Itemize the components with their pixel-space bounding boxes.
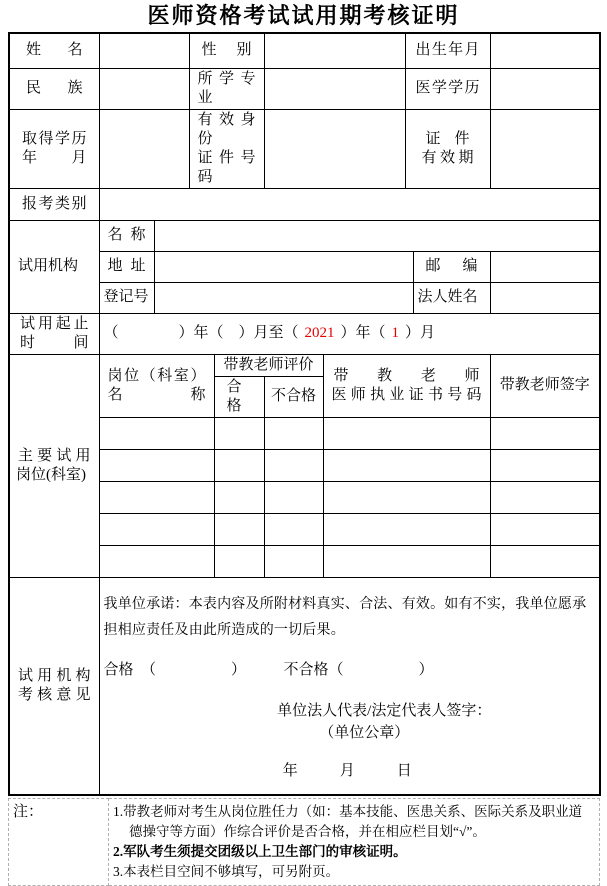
id-label-cell xyxy=(189,109,264,188)
post-name-header-line2: 名称 xyxy=(107,386,206,403)
org-name-label-cell xyxy=(99,220,154,251)
cert-header-line2: 医师执业证书号码 xyxy=(331,386,482,403)
medu-value-cell xyxy=(490,68,600,109)
name-label: 姓名 xyxy=(26,42,83,59)
fail-cell xyxy=(264,449,323,481)
note-item-1: 1.带教老师对考生从岗位胜任力（如：基本技能、医患关系、医际关系及职业道德操守等方面）作综合评价是否合格，并在相应栏目划“√”。 xyxy=(113,804,583,839)
pass-cell xyxy=(214,545,264,577)
validity-value-cell xyxy=(490,109,600,188)
period-label-line1: 试用起止 xyxy=(20,315,89,332)
sign-cell xyxy=(490,481,600,513)
opinion-pass-line: 合格 （ ） 不合格（ ） xyxy=(103,662,434,679)
cert-cell xyxy=(323,417,490,449)
org-reg-label: 登记号 xyxy=(103,289,149,305)
opinion-promise-text: 我单位承诺：本表内容及所附材料真实、合法、有效。如有不实，我单位愿承担相应责任及由此所造成的一切后果。 xyxy=(103,597,587,639)
major-value-cell xyxy=(264,68,405,109)
org-addr-value-cell xyxy=(154,251,413,282)
org-reg-value-cell xyxy=(154,282,413,313)
ethnic-label: 民族 xyxy=(26,80,83,96)
fail-header-cell xyxy=(264,376,323,417)
cert-cell xyxy=(323,513,490,545)
notes-content-cell xyxy=(109,799,600,886)
degree-date-label-line1: 取得学历 xyxy=(22,130,87,147)
period-value-cell xyxy=(99,313,600,354)
note-item-3: 3.本表栏目空间不够填写，可另附页。 xyxy=(113,864,340,879)
notes-table xyxy=(8,798,600,886)
posts-section-label-line2: 岗位(科室) xyxy=(16,466,86,483)
opinion-content-cell xyxy=(99,577,600,795)
org-zip-value-cell xyxy=(490,251,600,282)
birth-label-cell xyxy=(405,33,490,68)
pass-cell xyxy=(214,417,264,449)
org-name-value-cell xyxy=(154,220,600,251)
sign-header-label: 带教老师签字 xyxy=(499,377,590,393)
degree-date-label-cell xyxy=(9,109,99,188)
period-text-end: ）月 xyxy=(405,325,436,341)
pass-cell xyxy=(214,481,264,513)
note-item-2: 2.军队考生须提交团级以上卫生部门的审核证明。 xyxy=(113,844,407,859)
fail-cell xyxy=(264,513,323,545)
sign-cell xyxy=(490,545,600,577)
org-zip-label: 邮编 xyxy=(425,258,478,274)
eval-header-label: 带教老师评价 xyxy=(223,356,314,373)
gender-label-cell xyxy=(189,33,264,68)
post-name-header-cell xyxy=(99,354,214,417)
opinion-section-label-cell xyxy=(9,577,99,795)
degree-date-label-line2: 年月 xyxy=(22,149,87,166)
fail-cell xyxy=(264,417,323,449)
main-form-table xyxy=(8,32,601,796)
period-text-mid: ）年（ xyxy=(340,325,386,341)
opinion-seal-line: （单位公章） xyxy=(319,725,410,742)
post-name-cell xyxy=(99,481,214,513)
gender-value-cell xyxy=(264,33,405,68)
notes-label-cell: 注： xyxy=(9,799,109,886)
org-reg-label-cell xyxy=(99,282,154,313)
medu-label-cell xyxy=(405,68,490,109)
pass-cell xyxy=(214,449,264,481)
opinion-date-line: 年 月 日 xyxy=(282,763,416,780)
form-page xyxy=(8,0,599,886)
post-name-cell xyxy=(99,545,214,577)
post-name-cell xyxy=(99,449,214,481)
eval-header-cell xyxy=(214,354,323,376)
fail-cell xyxy=(264,481,323,513)
pass-header-cell xyxy=(214,376,264,417)
cert-cell xyxy=(323,545,490,577)
period-text-pre: （ ）年（ ）月至（ xyxy=(103,325,299,341)
org-section-label: 试用机构 xyxy=(18,258,79,274)
posts-section-label-cell xyxy=(9,354,99,577)
org-name-label: 名称 xyxy=(107,227,146,243)
form-title: 医师资格考试试用期考核证明 xyxy=(147,3,460,28)
major-label-cell xyxy=(189,68,264,109)
category-label-cell xyxy=(9,188,99,220)
fail-header-label: 不合格 xyxy=(271,388,317,404)
major-label: 所学专业 xyxy=(197,70,256,106)
org-legal-label-cell xyxy=(413,282,490,313)
org-legal-value-cell xyxy=(490,282,600,313)
sign-cell xyxy=(490,417,600,449)
org-zip-label-cell xyxy=(413,251,490,282)
post-name-header-line1: 岗位（科室） xyxy=(107,367,206,384)
name-label-cell xyxy=(9,33,99,68)
validity-label-line2: 有效期 xyxy=(421,149,474,166)
category-value-cell xyxy=(99,188,600,220)
cert-cell xyxy=(323,449,490,481)
category-label: 报考类别 xyxy=(22,195,87,212)
opinion-sign-line: 单位法人代表/法定代表人签字： xyxy=(277,703,492,720)
sign-cell xyxy=(490,449,600,481)
ethnic-value-cell xyxy=(99,68,189,109)
degree-date-value-cell xyxy=(99,109,189,188)
cert-header-cell xyxy=(323,354,490,417)
period-label-cell xyxy=(9,313,99,354)
org-addr-label: 地址 xyxy=(107,258,146,274)
opinion-section-label-line1: 试用机构 xyxy=(18,667,91,684)
opinion-section-label-line2: 考核意见 xyxy=(18,686,91,703)
pass-cell xyxy=(214,513,264,545)
pass-header-label: 合格 xyxy=(226,378,242,414)
validity-label-cell xyxy=(405,109,490,188)
id-value-cell xyxy=(264,109,405,188)
id-label-line2: 证件号码 xyxy=(197,149,256,185)
id-label-line1: 有效身份 xyxy=(197,111,256,147)
sign-cell xyxy=(490,513,600,545)
post-name-cell xyxy=(99,513,214,545)
sign-header-cell xyxy=(490,354,600,417)
validity-label-line1: 证件 xyxy=(425,130,470,147)
cert-header-line1: 带教老师 xyxy=(333,367,480,384)
name-value-cell xyxy=(99,33,189,68)
birth-label: 出生年月 xyxy=(415,42,480,59)
org-section-label-cell xyxy=(9,220,99,313)
gender-label: 性别 xyxy=(201,42,252,59)
period-label-line2: 时间 xyxy=(20,334,89,351)
org-addr-label-cell xyxy=(99,251,154,282)
medu-label: 医学学历 xyxy=(415,80,480,96)
period-year-value: 2021 xyxy=(304,325,335,341)
ethnic-label-cell xyxy=(9,68,99,109)
org-legal-label: 法人姓名 xyxy=(417,289,478,305)
birth-value-cell xyxy=(490,33,600,68)
post-name-cell xyxy=(99,417,214,449)
fail-cell xyxy=(264,545,323,577)
period-month-value: 1 xyxy=(391,325,400,341)
posts-section-label-line1: 主要试用 xyxy=(18,447,91,464)
cert-cell xyxy=(323,481,490,513)
